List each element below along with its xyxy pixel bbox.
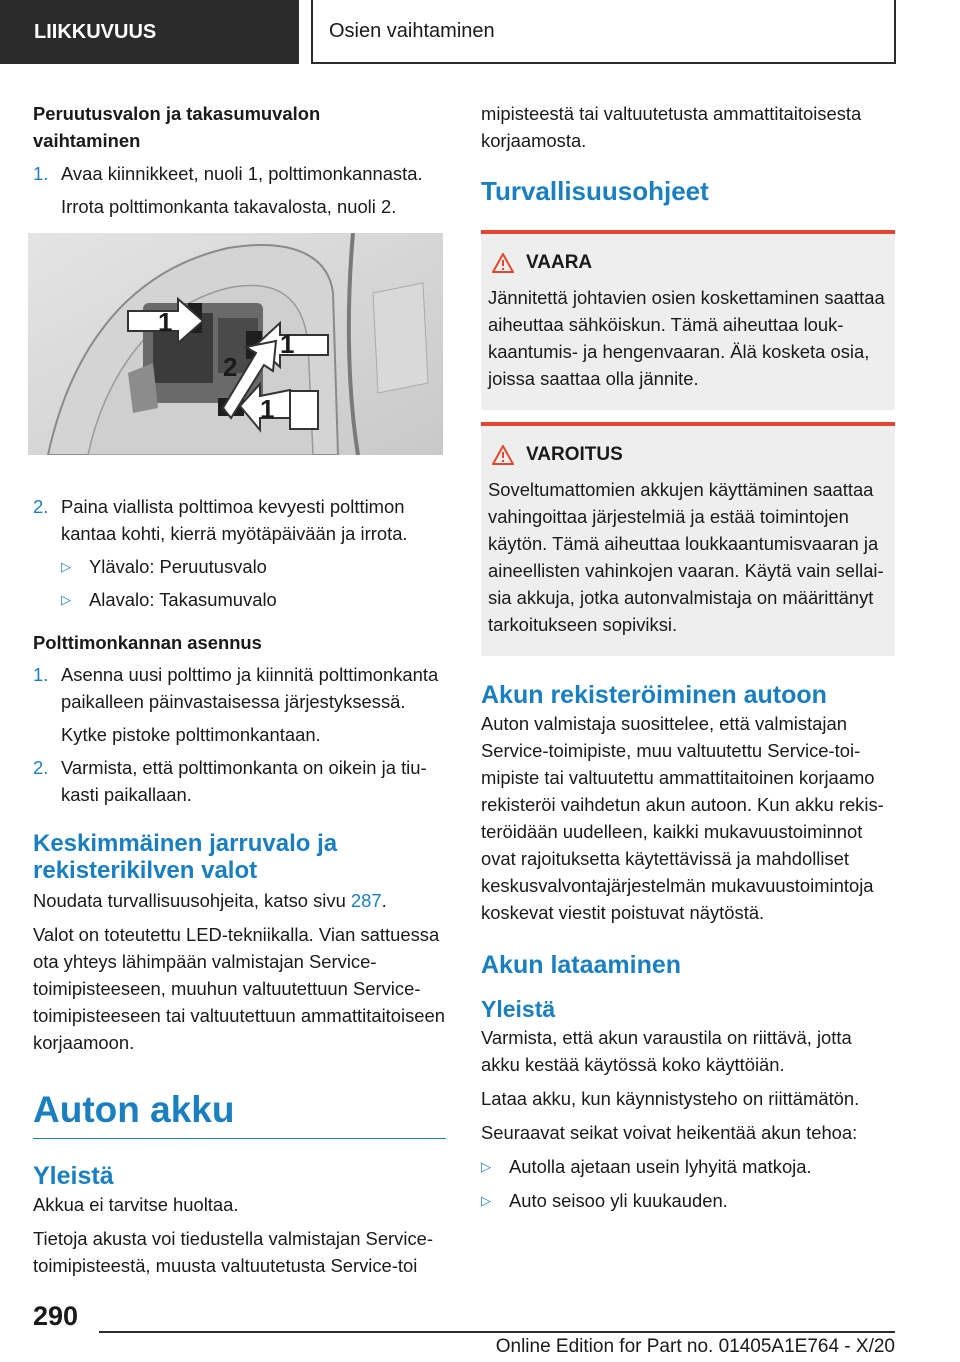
step-text: Varmista, että polttimonkanta on oikein ja tiukasti paikallaan. bbox=[61, 757, 427, 805]
triangle-bullet-icon: ▷ bbox=[481, 1159, 491, 1174]
step-number: 2. bbox=[33, 757, 49, 778]
register-paragraph: Auton valmistaja suosittelee, että valmistajan Service-toimipiste, muu valtuutettu Service-toimipiste tai valtuutettu ammattitaitoinen korjaamo rekisteröi vaihdetun akun autoon. Kun akku rekisteröidään uudelleen, kaikki mukavuustoiminnot ovat rajoituksetta käytettävissä ja mahdolliset keskusvalvontajärjestelmän mukavuustoimintoja koskevat viestit poistuvat näytöstä. bbox=[481, 713, 884, 923]
section-title: Osien vaihtaminen bbox=[329, 19, 495, 42]
warning-text: Soveltumattomien akkujen käyttäminen saattaa vahingoittaa järjestelmiä ja estää toimintojen käytön. Tämä aiheuttaa loukkaantumisvaaran ja aineellisten vahinkojen vaaran. Käytä vain sellaisia akkuja, jotka autonvalmistaja on määrittänyt tarkoitukseen sopiviksi. bbox=[488, 479, 884, 635]
install-step-2 bbox=[33, 754, 445, 808]
brake-paragraph-1 bbox=[33, 887, 445, 914]
bullet-text: Autolla ajetaan usein lyhyitä matkoja. bbox=[509, 1156, 812, 1177]
step-text: Avaa kiinnikkeet, nuoli 1, polttimonkannasta. bbox=[61, 163, 423, 184]
callout-label-1b: 1 bbox=[280, 329, 295, 359]
install-step-1-extra: Kytke pistoke polttimonkantaan. bbox=[61, 724, 321, 745]
charge-paragraph-1: Varmista, että akun varaustila on riittävä, jotta akku kestää käytössä koko käyttöiän. bbox=[481, 1027, 852, 1075]
bullet-item bbox=[33, 586, 445, 613]
heading-general-right: Yleistä bbox=[481, 996, 556, 1022]
step-number: 2. bbox=[33, 496, 49, 517]
bullet-text: Auto seisoo yli kuukauden. bbox=[509, 1190, 728, 1211]
callout-label-1c: 1 bbox=[260, 394, 275, 424]
danger-title: VAARA bbox=[526, 252, 593, 273]
callout-label-1a: 1 bbox=[158, 307, 173, 337]
bullet-text: Ylävalo: Peruutusvalo bbox=[89, 556, 267, 577]
bulb-holder-figure bbox=[28, 233, 443, 455]
right-column bbox=[481, 100, 895, 1214]
warning-title: VAROITUS bbox=[526, 444, 623, 465]
heading-general: Yleistä bbox=[33, 1162, 114, 1190]
continued-paragraph: mipisteestä tai valtuutetusta ammattitaitoisesta korjaamosta. bbox=[481, 103, 862, 151]
chapter-tab bbox=[0, 0, 299, 64]
bullet-item bbox=[481, 1187, 895, 1214]
brake-p1-end: . bbox=[381, 890, 387, 911]
page-number: 290 bbox=[33, 1301, 79, 1331]
danger-title-row bbox=[488, 252, 885, 274]
section-header bbox=[311, 0, 896, 64]
footer-divider bbox=[99, 1331, 895, 1333]
install-step-1 bbox=[33, 661, 445, 715]
charge-paragraph-2: Lataa akku, kun käynnistysteho on riittämätön. bbox=[481, 1088, 860, 1109]
step-2 bbox=[33, 493, 445, 547]
step-text: Asenna uusi polttimo ja kiinnitä polttimonkanta paikalleen päinvastaisessa järjestyksessä. bbox=[61, 664, 439, 712]
heading-battery: Auton akku bbox=[33, 1089, 235, 1130]
brake-paragraph-2: Valot on toteutettu LED-tekniikalla. Vian sattuessa ota yhteys lähimpään valmistajan Service-toimipisteeseen, muuhun valtuutettuun Service-toimipisteeseen tai valtuutettuun ammattitaitoiseen korjaamoon. bbox=[33, 924, 445, 1053]
heading-safety: Turvallisuusohjeet bbox=[481, 176, 709, 206]
heading-brake-light: Keskimmäinen jarruvalo ja rekisterikilven valot bbox=[33, 830, 338, 884]
heading-charge: Akun lataaminen bbox=[481, 951, 682, 979]
charge-paragraph-3: Seuraavat seikat voivat heikentää akun tehoa: bbox=[481, 1122, 858, 1143]
danger-box bbox=[481, 230, 895, 410]
step-text: Paina viallista polttimoa kevyesti polttimon kantaa kohti, kierrä myötäpäivään ja irrota. bbox=[61, 496, 408, 544]
warning-triangle-icon bbox=[492, 445, 514, 465]
general-paragraph-2: Tietoja akusta voi tiedustella valmistajan Service-toimipisteestä, muusta valtuutetusta Service-toi bbox=[33, 1228, 434, 1276]
bulb-holder-illustration bbox=[28, 233, 443, 455]
callout-label-2: 2 bbox=[223, 352, 238, 382]
danger-text: Jännitettä johtavien osien koskettaminen saattaa aiheuttaa sähköiskun. Tämä aiheuttaa loukkaantumis- ja hengenvaaran. Älä kosketa osia, joissa saattaa olla jännite. bbox=[488, 287, 885, 389]
step-number: 1. bbox=[33, 664, 49, 685]
heading-underline bbox=[33, 1132, 446, 1139]
heading-register: Akun rekisteröiminen autoon bbox=[481, 681, 827, 709]
page-link[interactable]: 287 bbox=[350, 890, 382, 911]
chapter-title: LIIKKUVUUS bbox=[34, 20, 157, 43]
footer-edition: Online Edition for Part no. 01405A1E764 - X/20 bbox=[495, 1336, 895, 1357]
step-1-extra: Irrota polttimonkanta takavalosta, nuoli 2. bbox=[61, 196, 397, 217]
bullet-item bbox=[481, 1153, 895, 1180]
bullet-text: Alavalo: Takasumuvalo bbox=[89, 589, 277, 610]
warning-title-row bbox=[488, 444, 885, 466]
triangle-bullet-icon: ▷ bbox=[61, 592, 71, 607]
step-1 bbox=[33, 160, 445, 187]
brake-p1-text: Noudata turvallisuusohjeita, katso sivu bbox=[33, 890, 351, 911]
step-number: 1. bbox=[33, 163, 49, 184]
triangle-bullet-icon: ▷ bbox=[61, 559, 71, 574]
bullet-item bbox=[33, 553, 445, 580]
heading-install: Polttimonkannan asennus bbox=[33, 632, 262, 653]
general-paragraph-1: Akkua ei tarvitse huoltaa. bbox=[33, 1194, 239, 1215]
heading-backup-light: Peruutusvalon ja takasumuvalon vaihtaminen bbox=[33, 103, 321, 151]
warning-box bbox=[481, 422, 895, 656]
triangle-bullet-icon: ▷ bbox=[481, 1193, 491, 1208]
warning-triangle-icon bbox=[492, 253, 514, 273]
